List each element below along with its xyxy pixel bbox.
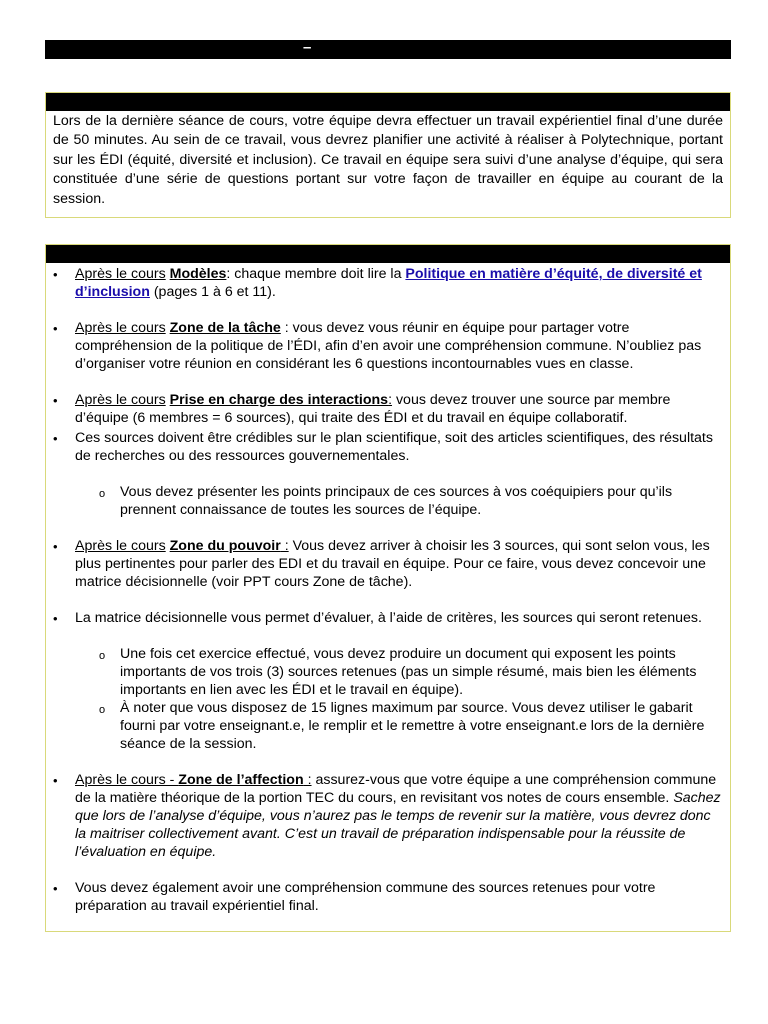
sub-bullet: o bbox=[99, 704, 106, 716]
step-zone-affection bbox=[75, 771, 725, 861]
step-sources-presentation: Vous devez présenter les points principaux de ces sources à vos coéquipiers pour qu’ils prennent connaissance de toutes les sources de l’équipe. bbox=[120, 484, 673, 518]
bullet: • bbox=[53, 267, 58, 282]
steps-header-bar bbox=[46, 245, 730, 263]
step-prefix: Après le cours bbox=[75, 392, 166, 408]
step-prefix: Après le cours bbox=[75, 320, 166, 336]
step-sources-retenues: Vous devez également avoir une compréhension commune des sources retenues pour votre préparation au travail expérientiel final. bbox=[75, 880, 656, 914]
sub-bullet: o bbox=[99, 650, 106, 662]
bullet: • bbox=[53, 881, 58, 896]
bullet: • bbox=[53, 773, 58, 788]
bullet: • bbox=[53, 393, 58, 408]
step-title: Prise en charge des interactions bbox=[169, 392, 389, 408]
title-dash: – bbox=[303, 39, 312, 56]
step-matrice-gabarit: À noter que vous disposez de 15 lignes maximum par source. Vous devez utiliser le gabarit fourni par votre enseignant.e, le remplir et le remettre à votre enseignant.e lors de la dernière séance de la session. bbox=[120, 700, 705, 752]
step-zone-pouvoir bbox=[75, 537, 725, 591]
step-text: Vous devez arriver à choisir les 3 sources, qui sont selon vous, les plus pertinentes pour parler des EDI et du travail en équipe. Pour ce faire, vous devez concevoir une matrice décisionnelle (voir PPT cours Zone de tâche). bbox=[75, 538, 710, 590]
title-bar bbox=[45, 40, 731, 59]
step-matrice: La matrice décisionnelle vous permet d’évaluer, à l’aide de critères, les sources qui seront retenues. bbox=[75, 610, 702, 626]
intro-section bbox=[45, 92, 731, 218]
step-text-post: (pages 1 à 6 et 11). bbox=[149, 284, 276, 300]
step-sources-credibles: Ces sources doivent être crédibles sur le plan scientifique, soit des articles scientifiques, des résultats de recherches ou des ressources gouvernementales. bbox=[75, 430, 713, 464]
intro-text: Lors de la dernière séance de cours, votre équipe devra effectuer un travail expérientiel final d’une durée de 50 minutes. Au sein de ce travail, vous devrez planifier une activité à réaliser à Polytechnique, portant sur les ÉDI (équité, diversité et inclusion). Ce travail en équipe sera suivi d’une analyse d’équipe, qui sera constituée d’une série de questions portant sur votre façon de travailler en équipe au courant de la session. bbox=[53, 113, 723, 207]
step-title: Modèles bbox=[169, 266, 227, 282]
step-zone-tache bbox=[75, 319, 725, 373]
step-colon: : bbox=[280, 538, 289, 554]
step-title: Zone de la tâche bbox=[169, 320, 281, 336]
bullet: • bbox=[53, 321, 58, 336]
step-title: Zone du pouvoir bbox=[169, 538, 281, 554]
step-text: assurez-vous que votre équipe a une compréhension commune de la matière théorique de la portion TEC du cours, en revisitant vos notes de cours ensemble. bbox=[75, 772, 717, 806]
step-prefix: Après le cours bbox=[75, 538, 166, 554]
bullet: • bbox=[53, 611, 58, 626]
step-prefix: Après le cours - bbox=[75, 772, 179, 788]
step-title: Zone de l’affection bbox=[178, 772, 304, 788]
step-interactions bbox=[75, 391, 725, 427]
step-text: : chaque membre doit lire la bbox=[226, 266, 406, 282]
steps-section bbox=[45, 244, 731, 932]
step-modeles bbox=[75, 265, 725, 301]
policy-link[interactable]: Politique en matière d’équité, de diversité et d’inclusion bbox=[75, 266, 702, 300]
step-italic-note: Sachez que lors de l’analyse d’équipe, vous n’aurez pas le temps de revenir sur la matière, vous devrez donc la maitriser collectivement avant. C’est un travail de préparation indispensable pour la réussite de l’évaluation en équipe. bbox=[75, 790, 721, 860]
bullet: • bbox=[53, 431, 58, 446]
intro-header-bar bbox=[46, 93, 730, 111]
step-text: vous devez trouver une source par membre d’équipe (6 membres = 6 sources), qui traite des ÉDI et du travail en équipe collaboratif. bbox=[75, 392, 671, 426]
step-text: : vous devez vous réunir en équipe pour partager votre compréhension de la politique de l’ÉDI, afin d’en avoir une compréhension commune. N’oubliez pas d’organiser votre réunion en considérant les 6 questions incontournables vues en classe. bbox=[75, 320, 702, 372]
step-colon: : bbox=[303, 772, 312, 788]
sub-bullet: o bbox=[99, 488, 106, 500]
step-colon: : bbox=[388, 392, 393, 408]
step-matrice-document: Une fois cet exercice effectué, vous devez produire un document qui exposent les points importants de vos trois (3) sources retenues (pas un simple résumé, mais bien les éléments importants en lien avec les ÉDI et le travail en équipe). bbox=[120, 646, 697, 698]
step-prefix: Après le cours bbox=[75, 266, 166, 282]
bullet: • bbox=[53, 539, 58, 554]
